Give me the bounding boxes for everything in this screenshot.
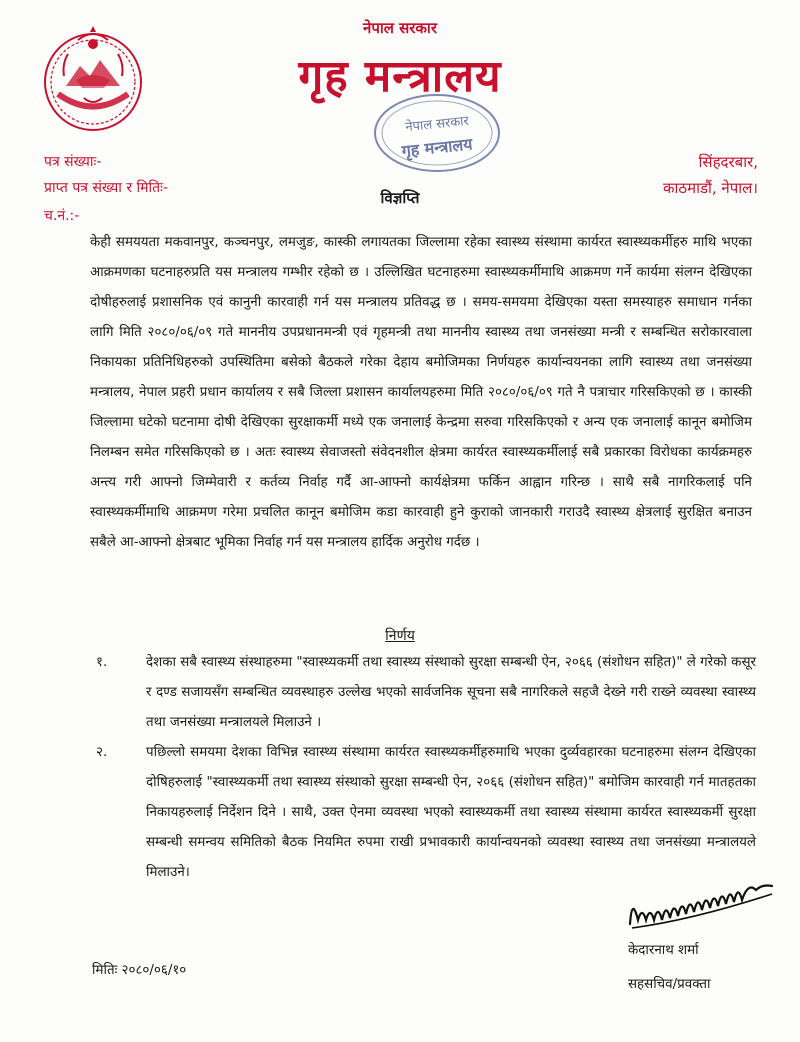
- signer-title: सहसचिव/प्रवक्ता: [628, 977, 711, 992]
- letter-number-label: पत्र संख्याः-: [44, 154, 102, 170]
- decision-text: पछिल्लो समयमा देशका विभिन्न स्वास्थ्य संस्थामा कार्यरत स्वास्थ्यकर्मीहरुमाथि भएका दुर्व्यवहारका घटनाहरुमा संलग्न देखिएका दोषिहरुलाई "स्वास्थ्यकर्मी तथा स्वास्थ्य संस्थाको सुरक्षा सम्बन्धी ऐन, २०६६ (संशोधन सहित)" बमोजिम कारवाही गर्न मातहतका निकायहरुलाई निर्देशन दिने । साथै, उक्त ऐनमा व्यवस्था भएको स्वास्थ्यकर्मी तथा स्वास्थ्य संस्थामा कार्यरत स्वास्थ्यकर्मी सुरक्षा सम्बन्धी समन्वय समितिको बैठक नियमित रुपमा राखी प्रभावकारी कार्यान्वयनको व्यवस्था स्वास्थ्य तथा जनसंख्या मन्त्रालयले मिलाउने।: [146, 745, 756, 880]
- dispatch-number-label: च.नं.:-: [44, 208, 80, 224]
- decision-item: [96, 648, 756, 738]
- ministry-title: गृह मन्त्रालय: [298, 51, 502, 102]
- location-line2: काठमाडौं, नेपाल।: [662, 179, 758, 197]
- decision-list: [96, 648, 756, 888]
- decision-number: २.: [96, 745, 108, 760]
- decision-number: १.: [96, 655, 108, 670]
- decision-item: [96, 738, 756, 888]
- signer-name: केदारनाथ शर्मा: [628, 943, 699, 958]
- notice-body-paragraph: केही समययता मकवानपुर, कञ्चनपुर, लमजुङ, कास्की लगायतका जिल्लामा रहेका स्वास्थ्य संस्थामा कार्यरत स्वास्थ्यकर्मीहरु माथि भएका आक्रमणका घटनाहरुप्रति यस मन्त्रालय गम्भीर रहेको छ । उल्लिखित घटनाहरुमा स्वास्थ्यकर्मीमाथि आक्रमण गर्ने कार्यमा संलग्न देखिएका दोषीहरुलाई प्रशासनिक एवं कानुनी कारवाही गर्न यस मन्त्रालय प्रतिवद्ध छ । समय-समयमा देखिएका यस्ता समस्याहरु समाधान गर्नका लागि मिति २०८०/०६/०९ गते माननीय उपप्रधानमन्त्री एवं गृहमन्त्री तथा माननीय स्वास्थ्य तथा जनसंख्या मन्त्री र सम्बन्धित सरोकारवाला निकायका प्रतिनिधिहरुको उपस्थितिमा बसेको बैठकले गरेका देहाय बमोजिमका निर्णयहरु कार्यान्वयनका लागि स्वास्थ्य तथा जनसंख्या मन्त्रालय, नेपाल प्रहरी प्रधान कार्यालय र सबै जिल्ला प्रशासन कार्यालयहरुमा मिति २०८०/०६/०९ गते नै पत्राचार गरिसकिएको छ । कास्की जिल्लामा घटेको घटनामा दोषी देखिएका सुरक्षाकर्मी मध्ये एक जनालाई केन्द्रमा सरुवा गरिसकिएको र अन्य एक जनालाई कानून बमोजिम निलम्बन समेत गरिसकिएको छ । अतः स्वास्थ्य सेवाजस्तो संवेदनशील क्षेत्रमा कार्यरत स्वास्थ्यकर्मीलाई सबै प्रकारका विरोधका कार्यक्रमहरु अन्त्य गरी आफ्नो जिम्मेवारी र कर्तव्य निर्वाह गर्दै आ-आफ्नो कार्यक्षेत्रमा फर्किन आह्वान गरिन्छ । साथै सबै नागरिकलाई पनि स्वास्थ्यकर्मीमाथि आक्रमण गरेमा प्रचलित कानून बमोजिम कडा कारवाही हुने कुराको जानकारी गराउदै स्वास्थ्य क्षेत्रलाई सुरक्षित बनाउन सबैले आ-आफ्नो क्षेत्रबाट भूमिका निर्वाह गर्न यस मन्त्रालय हार्दिक अनुरोध गर्दछ ।: [90, 235, 752, 550]
- stamp-text-line2: गृह मन्त्रालय: [400, 134, 474, 161]
- location-line1: सिंहदरबार,: [698, 153, 758, 171]
- decision-text: देशका सबै स्वास्थ्य संस्थाहरुमा "स्वास्थ्यकर्मी तथा स्वास्थ्य संस्थाको सुरक्षा सम्बन्धी ऐन, २०६६ (संशोधन सहित)" ले गरेको कसूर र दण्ड सजायसँग सम्बन्धित व्यवस्थाहरु उल्लेख भएको सार्वजनिक सूचना सबै नागरिकले सहजै देख्ने गरी राख्ने व्यवस्था स्वास्थ्य तथा जनसंख्या मन्त्रालयले मिलाउने ।: [146, 655, 756, 730]
- notice-title: विज्ञप्ति: [380, 189, 420, 207]
- issue-date: मितिः २०८०/०६/१०: [92, 963, 187, 978]
- decision-title: निर्णय: [385, 628, 415, 644]
- received-letter-label: प्राप्त पत्र संख्या र मितिः-: [44, 180, 168, 196]
- handwritten-signature-icon: [622, 876, 782, 936]
- ministry-stamp-icon: [372, 92, 502, 174]
- government-label: नेपाल सरकार: [363, 19, 437, 37]
- stamp-text-line1: नेपाल सरकार: [404, 113, 470, 136]
